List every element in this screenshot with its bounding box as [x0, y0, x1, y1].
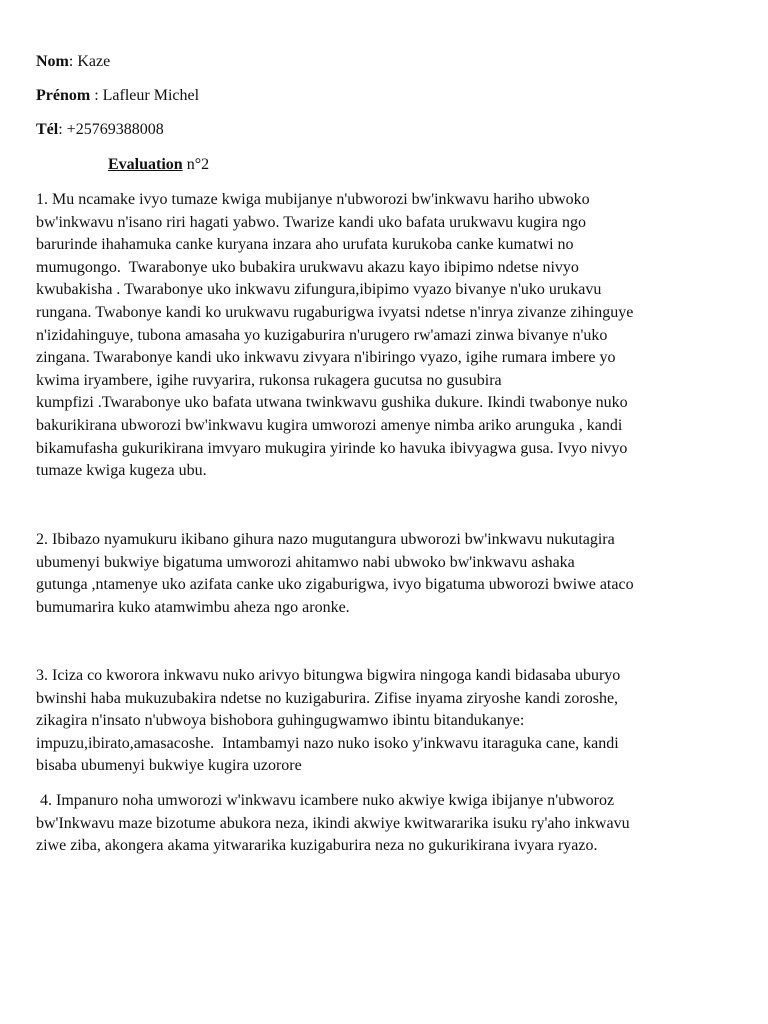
- text-line: n'izidahinguye, tubona amasaha yo kuzigaburira n'urugero rw'amazi zinwa bivanye n'uko: [36, 326, 608, 344]
- evaluation-title-number: n°2: [182, 156, 210, 173]
- text-line: tumaze kwiga kugeza ubu.: [36, 462, 207, 480]
- text-line: ziwe ziba, akongera akama yitwararika kuzigaburira neza no gukurikirana ivyara ryazo.: [36, 837, 598, 855]
- answer-paragraph-3: [36, 665, 726, 778]
- text-line: kwima iryambere, igihe ruvyarira, rukonsa rukagera gucutsa no gusubira: [36, 371, 502, 389]
- text-line: impuzu,ibirato,amasacoshe. Intambamyi nazo nuko isoko y'inkwavu itaraguka cane, kandi: [36, 734, 619, 752]
- text-line: 3. Iciza co kworora inkwavu nuko arivyo bitungwa bigwira ningoga kandi bidasaba uburyo: [36, 667, 621, 684]
- text-line: 4. Impanuro noha umworozi w'inkwavu icambere nuko akwiye kwiga ibijanye n'ubworoz: [36, 792, 615, 809]
- answer-paragraph-4: [36, 790, 726, 858]
- nom-field: [36, 52, 110, 72]
- evaluation-title-label: Evaluation: [108, 156, 183, 173]
- evaluation-title: [108, 155, 209, 175]
- text-line: bisaba ubumenyi bukwiye kugira uzorore: [36, 757, 302, 775]
- text-line: kwubakisha . Twarabonye uko inkwavu zifungura,ibipimo vyazo bivanye n'uko urukavu: [36, 281, 602, 299]
- text-line: bikamufasha gukurikirana imvyaro mukugira yirinde ko havuka ibivyagwa gusa. Ivyo nivyo: [36, 439, 628, 457]
- text-line: rungana. Twabonye kandi ko urukwavu rugaburigwa ivyatsi ndetse n'inrya zivanze zihinguye: [36, 303, 634, 321]
- nom-value: : Kaze: [68, 53, 111, 70]
- text-line: bwinshi haba mukuzubakira ndetse no kuzigaburira. Zifise inyama ziryoshe kandi zoroshe,: [36, 689, 619, 707]
- text-line: 2. Ibibazo nyamukuru ikibano gihura nazo mugutangura ubworozi bw'inkwavu nukutagira: [36, 531, 615, 548]
- tel-label: Tél: [36, 121, 59, 138]
- text-line: bw'inkwavu n'isano riri hagati yabwo. Twarize kandi uko bafata urukwavu kugira ngo: [36, 213, 586, 231]
- text-line: 1. Mu ncamake ivyo tumaze kwiga mubijanye n'ubworozi bw'inkwavu hariho ubwoko: [36, 191, 590, 208]
- text-line: barurinde ihahamuka canke kuryana inzara aho urufata kurukoba canke kumatwi no: [36, 236, 574, 254]
- text-line: kumpfizi .Twarabonye uko bafata utwana twinkwavu gushika dukure. Ikindi twabonye nuko: [36, 394, 628, 412]
- tel-field: [36, 120, 164, 140]
- tel-value: : +25769388008: [58, 121, 164, 138]
- text-line: bw'Inkwavu maze bizotume abukora neza, ikindi akwiye kwitwararika isuku ry'aho inkwavu: [36, 814, 630, 832]
- prenom-value: : Lafleur Michel: [90, 87, 200, 104]
- text-line: zikagira n'insato n'ubwoya bishobora guhingugwamwo ibintu bitandukanye:: [36, 712, 525, 730]
- answer-paragraph-1: [36, 189, 726, 483]
- text-line: gutunga ,ntamenye uko azifata canke uko zigaburigwa, ivyo bigatuma ubworozi bwiwe ataco: [36, 576, 634, 594]
- answer-paragraph-2: [36, 529, 726, 619]
- text-line: ubumenyi bukwiye bigatuma umworozi ahitamwo nabi ubwoko bw'inkwavu ashaka: [36, 553, 575, 571]
- text-line: mumugongo. Twarabonye uko bubakira urukwavu akazu kayo ibipimo ndetse nivyo: [36, 258, 579, 276]
- prenom-label: Prénom: [36, 87, 91, 104]
- text-line: bumumarira kuko atamwimbu aheza ngo aronke.: [36, 598, 350, 616]
- text-line: bakurikirana ubworozi bw'inkwavu kugira umworozi amenye nimba ariko arunguka , kandi: [36, 416, 623, 434]
- text-line: zingana. Twarabonye kandi uko inkwavu zivyara n'ibiringo vyazo, igihe rumara imbere yo: [36, 349, 616, 367]
- prenom-field: [36, 86, 199, 106]
- nom-label: Nom: [36, 53, 69, 70]
